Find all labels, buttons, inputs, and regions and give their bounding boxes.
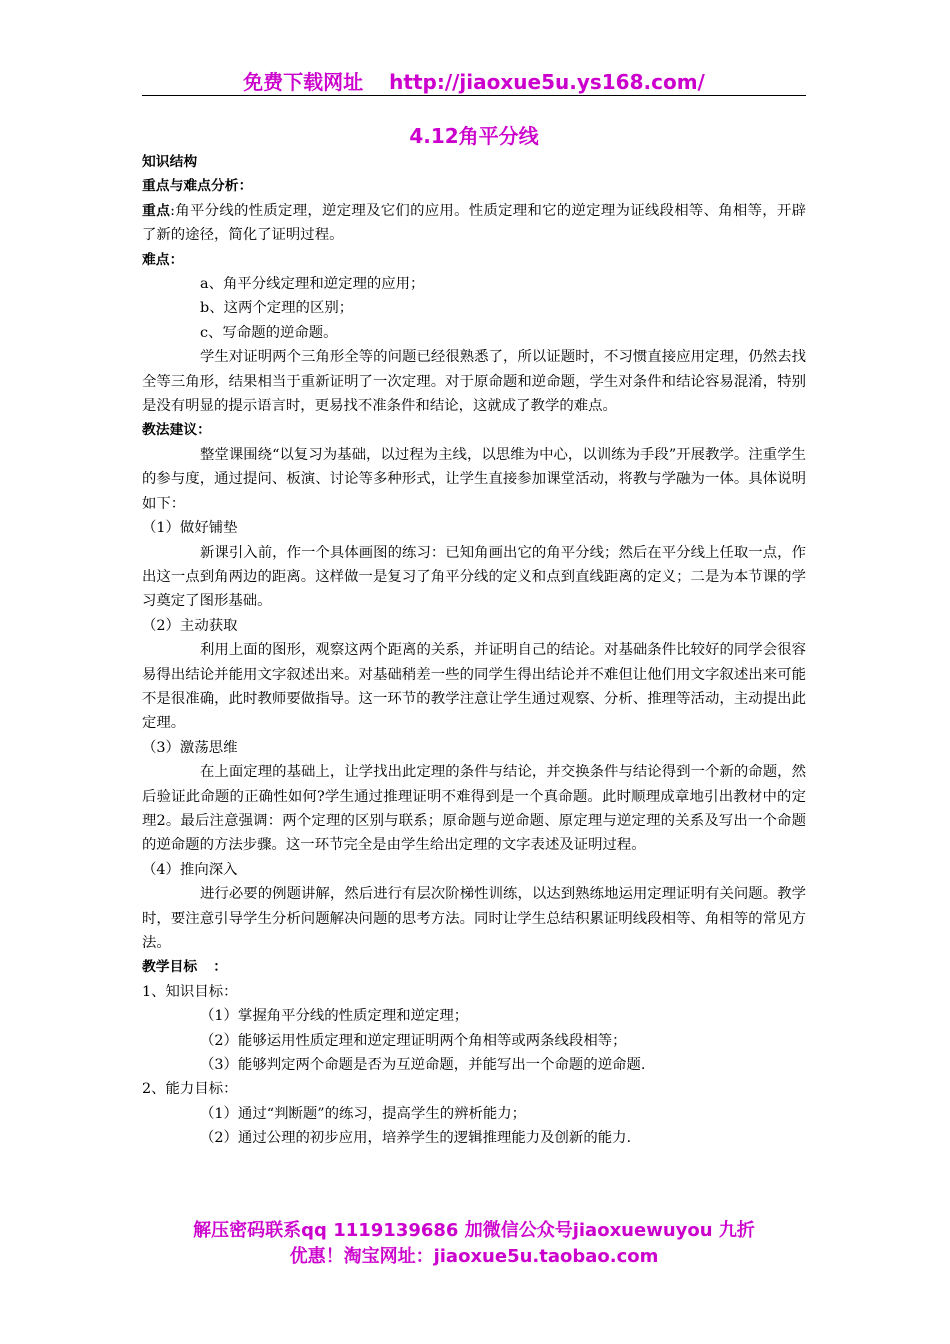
difficult-item: a、角平分线定理和逆定理的应用； bbox=[200, 276, 425, 293]
step-text: 利用上面的图形，观察这两个距离的关系，并证明自己的结论。对基础条件比较好的同学会很容易得出结论并能用文字叙述出来。对基础稍差一些的同学生得出结论并不难但让他们用文字叙述出来可能不是很准确，此时教师要做指导。这一环节的教学注意让学生通过观察、分析、推理等活动，主动提出此定理。 bbox=[142, 642, 806, 732]
difficult-label: 难点 bbox=[142, 251, 170, 268]
goals-colon: ： bbox=[213, 959, 227, 976]
method-intro: 整堂课围绕“以复习为基础，以过程为主线，以思维为中心，以训练为手段”开展教学。注重学生的参与度，通过提问、板演、讨论等多种形式，让学生直接参加课堂活动，将教与学融为一体。具体说明如下： bbox=[142, 446, 806, 512]
section-heading-focus: 重点与难点分析： bbox=[142, 178, 253, 195]
document-title: 4.12角平分线 bbox=[409, 124, 539, 148]
difficult-heading bbox=[142, 248, 806, 272]
difficult-colon: ： bbox=[169, 251, 184, 268]
step-text: 进行必要的例题讲解，然后进行有层次阶梯性训练，以达到熟练地运用定理证明有关问题。教学时，要注意引导学生分析问题解决问题的思考方法。同时让学生总结积累证明线段相等、角相等的常见方法。 bbox=[142, 886, 806, 951]
method-heading: 教法建议： bbox=[142, 422, 211, 439]
header-rule bbox=[142, 95, 806, 96]
step-text: 新课引入前，作一个具体画图的练习：已知角画出它的角平分线；然后在平分线上任取一点，作出这一点到角两边的距离。这样做一是复习了角平分线的定义和点到直线距离的定义；二是为本节课的学习奠定了图形基础。 bbox=[142, 544, 806, 610]
step-label: （2）主动获取 bbox=[142, 617, 238, 634]
difficult-item: b、这两个定理的区别； bbox=[200, 300, 354, 317]
section-heading-structure: 知识结构 bbox=[142, 154, 198, 170]
step-label: （1）做好铺垫 bbox=[142, 520, 238, 537]
key-point-paragraph bbox=[142, 199, 806, 248]
goal2-item: （2）通过公理的初步应用，培养学生的逻辑推理能力及创新的能力. bbox=[200, 1130, 632, 1147]
step-label: （4）推向深入 bbox=[142, 861, 238, 878]
header-site-label: 免费下载网址 bbox=[243, 70, 364, 94]
step-text: 在上面定理的基础上，让学找出此定理的条件与结论，并交换条件与结论得到一个新的命题，然后验证此命题的正确性如何?学生通过推理证明不难得到是一个真命题。此时顺理成章地引出教材中的定理2。最后注意强调：两个定理的区别与联系；原命题与逆命题、原定理与逆定理的关系及写出一个命题的逆命题的方法步骤。这一环节完全是由学生给出定理的文字表述及证明过程。 bbox=[142, 764, 806, 854]
goals-heading-line bbox=[142, 955, 806, 979]
key-point-text: :角平分线的性质定理，逆定理及它们的应用。性质定理和它的逆定理为证线段相等、角相等，开辟了新的途径，简化了证明过程。 bbox=[142, 202, 807, 244]
document-body bbox=[142, 150, 806, 1151]
goals-heading: 教学目标 bbox=[142, 959, 198, 976]
goal1-item: （1）掌握角平分线的性质定理和逆定理； bbox=[200, 1008, 469, 1025]
difficult-item: c、写命题的逆命题。 bbox=[200, 324, 338, 341]
goal2-item: （1）通过“判断题”的练习，提高学生的辨析能力； bbox=[200, 1105, 527, 1122]
goal2-label: 2、能力目标： bbox=[142, 1081, 238, 1098]
header-site-url[interactable]: http://jiaoxue5u.ys168.com/ bbox=[389, 70, 705, 94]
footer-line-1: 解压密码联系qq 1119139686 加微信公众号jiaoxuewuyou 九折 bbox=[193, 1220, 755, 1241]
goal1-item: （2）能够运用性质定理和逆定理证明两个角相等或两条线段相等； bbox=[200, 1032, 627, 1049]
page-footer bbox=[142, 1218, 806, 1270]
goal1-label: 1、知识目标： bbox=[142, 983, 238, 1000]
goal1-item: （3）能够判定两个命题是否为互逆命题，并能写出一个命题的逆命题. bbox=[200, 1057, 646, 1074]
key-point-label: 重点 bbox=[142, 202, 171, 219]
step-label: （3）激荡思维 bbox=[142, 739, 238, 756]
difficult-paragraph: 学生对证明两个三角形全等的问题已经很熟悉了，所以证题时，不习惯直接应用定理，仍然去找全等三角形，结果相当于重新证明了一次定理。对于原命题和逆命题，学生对条件和结论容易混淆，特别是没有明显的提示语言时，更易找不准条件和结论，这就成了教学的难点。 bbox=[142, 349, 806, 415]
footer-line-2: 优惠！淘宝网址：jiaoxue5u.taobao.com bbox=[289, 1246, 659, 1267]
page-header bbox=[142, 66, 806, 96]
